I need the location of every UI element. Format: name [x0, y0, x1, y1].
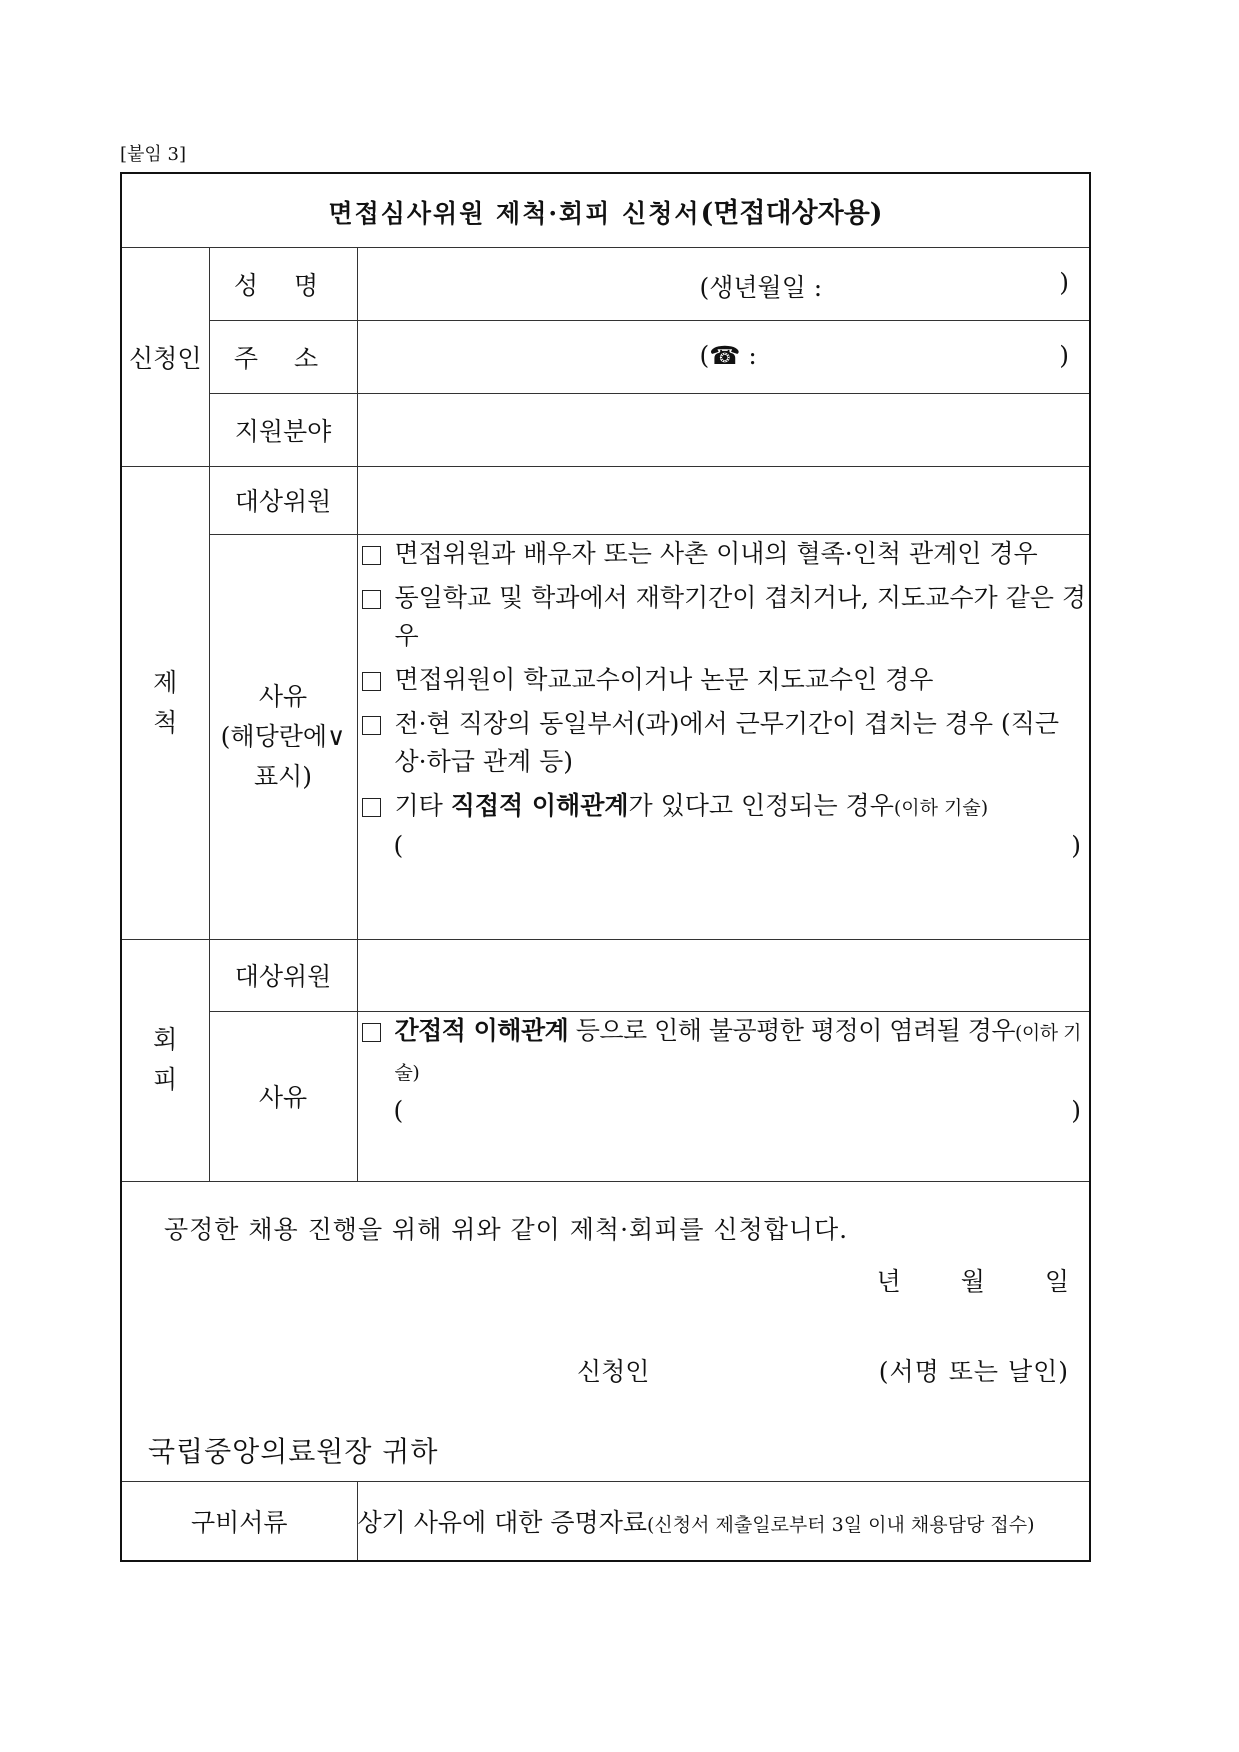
address-label: 주 소: [209, 320, 357, 393]
exclusion-reason-item: [358, 579, 1090, 655]
reason-text: 동일학교 및 학과에서 재학기간이 겹치거나, 지도교수가 같은 경우: [394, 582, 1086, 650]
exclusion-other-item: [358, 787, 1090, 827]
exclusion-label-char-1: 제: [153, 667, 178, 697]
avoidance-bold: 간접적 이해관계: [394, 1015, 569, 1045]
field-label: 지원분야: [209, 393, 357, 466]
exclusion-reason-title: 사유: [258, 681, 308, 711]
other-suffix: 가 있다고 인정되는 경우: [628, 790, 894, 820]
paren-close: ): [1071, 830, 1082, 860]
exclusion-target-label: 대상위원: [209, 466, 357, 534]
applicant-group-label: 신청인: [121, 247, 209, 466]
checkbox[interactable]: [362, 798, 381, 817]
declaration-section: [121, 1181, 1090, 1481]
recipient: 국립중앙의료원장 귀하: [148, 1434, 439, 1468]
birthdate-open: (생년월일 :: [699, 272, 823, 302]
documents-label: 구비서류: [121, 1481, 357, 1561]
phone-open: (☎ :: [699, 340, 757, 370]
avoidance-label-char-2: 피: [153, 1065, 178, 1094]
avoidance-target-label: 대상위원: [209, 939, 357, 1011]
avoidance-label-char-1: 회: [153, 1025, 178, 1054]
other-note: (이하 기술): [893, 796, 989, 819]
field-input[interactable]: [357, 393, 1090, 466]
birthdate-close: ): [1059, 267, 1070, 297]
reason-text: 면접위원이 학교교수이거나 논문 지도교수인 경우: [394, 664, 934, 694]
exclusion-reason-hint-2: 표시): [253, 761, 313, 791]
form-title-suffix: (면접대상자용): [700, 197, 883, 229]
exclusion-reason-label: [209, 534, 357, 939]
checkbox[interactable]: [362, 590, 381, 609]
application-form-table: [120, 172, 1091, 1562]
checkbox[interactable]: [362, 672, 381, 691]
checkbox[interactable]: [362, 716, 381, 735]
other-prefix: 기타: [394, 790, 451, 820]
exclusion-label-char-2: 척: [153, 707, 178, 737]
exclusion-group-label: [121, 466, 209, 939]
avoidance-reason-item: [358, 1012, 1090, 1092]
signature-note[interactable]: (서명 또는 날인): [878, 1356, 1070, 1386]
declaration-text: 공정한 채용 진행을 위해 위와 같이 제척·회피를 신청합니다.: [164, 1214, 849, 1244]
exclusion-reason-item: [358, 705, 1090, 781]
exclusion-other-blank[interactable]: [358, 827, 1090, 865]
paren-close: ): [1071, 1095, 1082, 1125]
avoidance-text: 등으로 인해 불공평한 평정이 염려될 경우: [568, 1015, 1015, 1045]
other-bold: 직접적 이해관계: [450, 790, 629, 820]
name-field[interactable]: [357, 247, 1090, 320]
avoidance-blank[interactable]: [358, 1092, 1090, 1130]
avoidance-note: (이하 기술): [394, 1021, 1082, 1084]
avoidance-reason-label: 사유: [209, 1011, 357, 1181]
documents-main: 상기 사유에 대한 증명자료: [357, 1507, 647, 1537]
exclusion-reason-hint-1: (해당란에∨: [220, 721, 346, 751]
exclusion-reason-item: [358, 661, 1090, 699]
phone-close: ): [1059, 340, 1070, 370]
address-field[interactable]: [357, 320, 1090, 393]
documents-text: [357, 1481, 1090, 1561]
attachment-label: [붙임 3]: [120, 144, 186, 165]
avoidance-reason-text: [395, 1012, 1090, 1092]
exclusion-target-field[interactable]: [357, 466, 1090, 534]
avoidance-target-field[interactable]: [357, 939, 1090, 1011]
paren-open: (: [393, 1095, 404, 1125]
checkbox[interactable]: [362, 546, 381, 565]
checkbox[interactable]: [362, 1023, 381, 1042]
avoidance-reason-list: [357, 1011, 1090, 1181]
reason-text: 면접위원과 배우자 또는 사촌 이내의 혈족·인척 관계인 경우: [394, 538, 1038, 568]
other-reason-text: [395, 787, 989, 827]
form-title-main: 면접심사위원 제척·회피 신청서: [328, 198, 701, 228]
name-label: 성 명: [209, 247, 357, 320]
signature-applicant-label: 신청인: [577, 1356, 650, 1386]
exclusion-reason-list: [357, 534, 1090, 939]
exclusion-reason-item: [358, 535, 1090, 573]
avoidance-group-label: [121, 939, 209, 1181]
form-title: [121, 173, 1090, 247]
declaration-date[interactable]: 년 월 일: [876, 1266, 1070, 1296]
reason-text: 전·현 직장의 동일부서(과)에서 근무기간이 겹치는 경우 (직근 상·하급 관계 등): [394, 708, 1059, 776]
documents-note: (신청서 제출일로부터 3일 이내 채용담당 접수): [647, 1513, 1035, 1536]
paren-open: (: [393, 830, 404, 860]
